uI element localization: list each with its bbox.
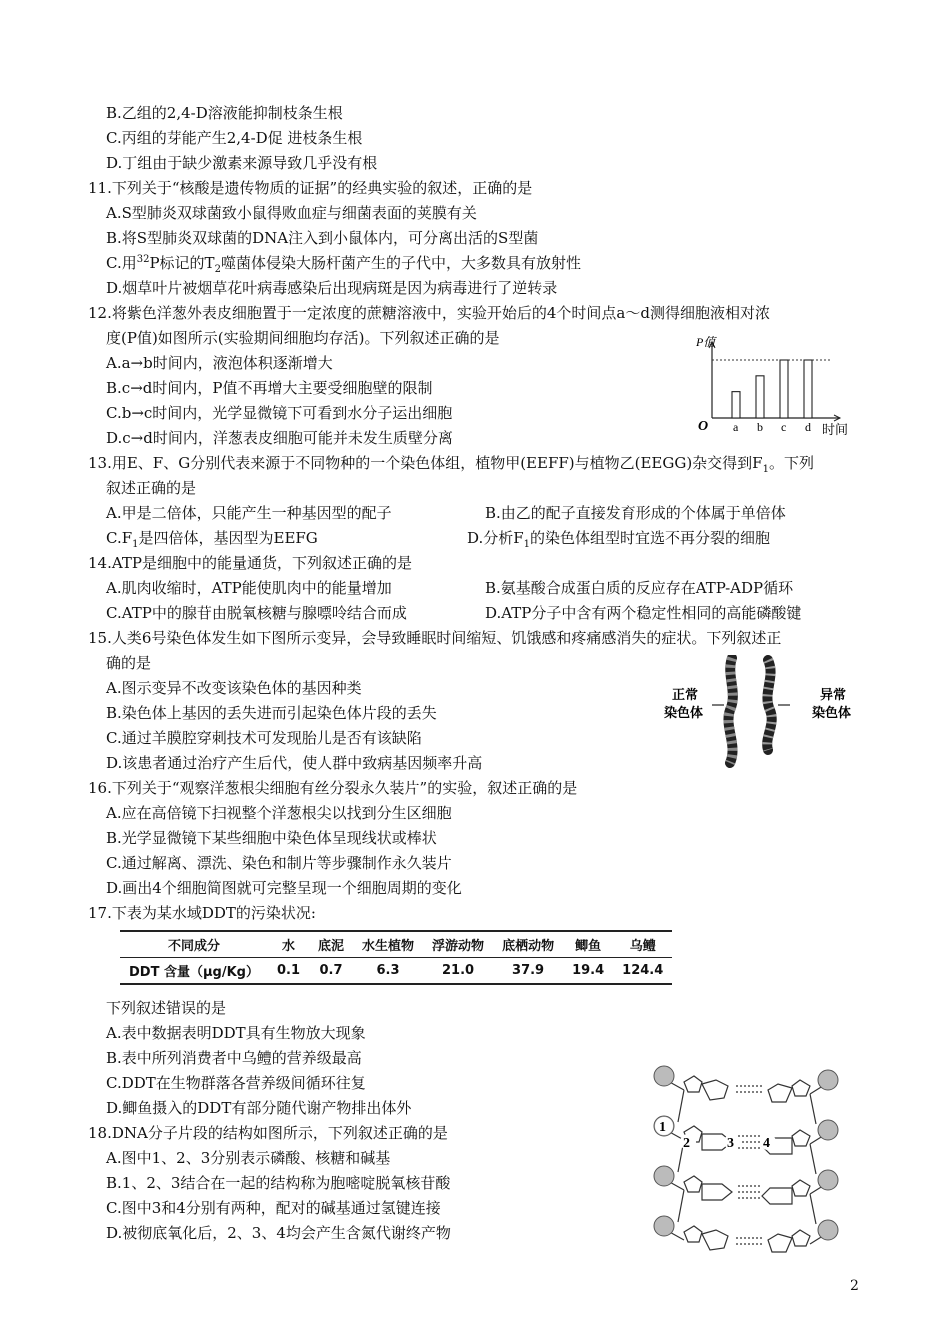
- q16-stem: 16.下列关于“观察洋葱根尖细胞有丝分裂永久装片”的实验，叙述正确的是: [88, 779, 578, 797]
- q13-option-d: D.分析$F_1$的染色体组型时宜选不再分裂的细胞: [467, 529, 771, 550]
- dna-label-2: 2: [683, 1136, 690, 1151]
- table-cell: 37.9: [493, 958, 563, 985]
- chart-origin-label: O: [698, 419, 709, 434]
- q17-sub-stem: 下列叙述错误的是: [106, 999, 227, 1017]
- table-cell: 6.3: [353, 958, 423, 985]
- q16-option-b: B.光学显微镜下某些细胞中染色体呈现线状或棒状: [106, 829, 437, 847]
- q18-stem: 18.DNA分子片段的结构如图所示，下列叙述正确的是: [88, 1124, 448, 1142]
- q18-option-c: C.图中3和4分别有两种，配对的碱基通过氢键连接: [106, 1199, 441, 1217]
- chart-category-label: d: [805, 420, 811, 434]
- q11-option-c: C.用$^{32}$P标记的$T_2$噬菌体侵染大肠杆菌产生的子代中，大多数具有放射性: [106, 254, 581, 275]
- q14-option-a: A.肌肉收缩时，ATP能使肌肉中的能量增加: [106, 579, 392, 597]
- table-cell: 0.1: [268, 958, 309, 985]
- p-value-bar-chart: [690, 330, 860, 442]
- q12-stem-line1: 12.将紫色洋葱外表皮细胞置于一定浓度的蔗糖溶液中，实验开始后的4个时间点a～d测得细胞液相对浓: [88, 304, 770, 322]
- q16-option-c: C.通过解离、漂洗、染色和制片等步骤制作永久装片: [106, 854, 452, 872]
- q11-option-b: B.将S型肺炎双球菌的DNA注入到小鼠体内，可分离出活的S型菌: [106, 229, 539, 247]
- normal-chromosome-label-2: 染色体: [664, 706, 704, 721]
- table-header-cell: 底泥: [309, 931, 353, 958]
- chart-axes: [709, 342, 840, 421]
- q11-option-d: D.烟草叶片被烟草花叶病毒感染后出现病斑是因为病毒进行了逆转录: [106, 279, 558, 297]
- chart-bar: [780, 360, 788, 418]
- q13-option-a: A.甲是二倍体，只能产生一种基因型的配子: [106, 504, 392, 522]
- chart-bar: [756, 376, 764, 418]
- chart-x-axis-label: 时间: [822, 423, 849, 438]
- ddt-table-header: [120, 931, 672, 958]
- table-header-cell: 水生植物: [353, 931, 423, 958]
- ddt-table: [120, 930, 672, 985]
- q13-option-c: $C.F_1$是四倍体，基因型为EEFG: [106, 529, 318, 550]
- chart-category-label: b: [757, 420, 763, 434]
- q18-option-a: A.图中1、2、3分别表示磷酸、核糖和碱基: [106, 1149, 391, 1167]
- q15-option-a: A.图示变异不改变该染色体的基因种类: [106, 679, 362, 697]
- dna-structure-figure: [648, 1062, 848, 1262]
- q13-option-b: B.由乙的配子直接发育形成的个体属于单倍体: [485, 504, 786, 522]
- q15-option-c: C.通过羊膜腔穿刺技术可发现胎儿是否有该缺陷: [106, 729, 422, 747]
- q17-option-c: C.DDT在生物群落各营养级间循环往复: [106, 1074, 366, 1092]
- table-cell: 21.0: [423, 958, 493, 985]
- table-cell: 124.4: [613, 958, 672, 985]
- table-header-cell: 不同成分: [120, 931, 268, 958]
- q14-option-b: B.氨基酸合成蛋白质的反应存在ATP-ADP循环: [485, 579, 794, 597]
- q12-option-a: A.a→b时间内，液泡体积逐渐增大: [106, 354, 333, 372]
- chart-category-label: a: [733, 420, 739, 434]
- table-header-cell: 浮游动物: [423, 931, 493, 958]
- chart-y-axis-label: P值: [696, 335, 716, 349]
- q10-option-c: C.丙组的芽能产生2,4-D促 进枝条生根: [106, 129, 363, 147]
- q14-option-d: D.ATP分子中含有两个稳定性相同的高能磷酸键: [485, 604, 802, 622]
- chart-bar: [732, 392, 740, 418]
- q15-stem-line1: 15.人类6号染色体发生如下图所示变异，会导致睡眠时间缩短、饥饿感和疼痛感消失的症状。下列叙述正: [88, 629, 782, 647]
- q11-stem: 11.下列关于“核酸是遗传物质的证据”的经典实验的叙述，正确的是: [88, 179, 533, 197]
- dna-label-3: 3: [727, 1136, 734, 1151]
- table-cell: 19.4: [563, 958, 613, 985]
- chart-category-label: c: [781, 420, 787, 434]
- table-cell: 0.7: [309, 958, 353, 985]
- table-header-cell: 鲫鱼: [563, 931, 613, 958]
- q16-option-a: A.应在高倍镜下扫视整个洋葱根尖以找到分生区细胞: [106, 804, 452, 822]
- table-header-cell: 水: [268, 931, 309, 958]
- q16-option-d: D.画出4个细胞简图就可完整呈现一个细胞周期的变化: [106, 879, 462, 897]
- table-cell: DDT 含量（μg/Kg）: [120, 958, 268, 985]
- q18-option-d: D.被彻底氧化后，2、3、4均会产生含氮代谢终产物: [106, 1224, 451, 1242]
- abnormal-chromosome-label-1: 异常: [820, 688, 847, 703]
- q15-stem-line2: 确的是: [106, 654, 152, 672]
- chart-bars: [732, 360, 812, 434]
- q17-stem: 17.下表为某水域DDT的污染状况:: [88, 904, 316, 922]
- normal-chromosome: [728, 658, 732, 763]
- q12-stem-line2: 度(P值)如图所示(实验期间细胞均存活)。下列叙述正确的是: [106, 329, 500, 347]
- q12-option-d: D.c→d时间内，洋葱表皮细胞可能并未发生质壁分离: [106, 429, 453, 447]
- q14-option-c: C.ATP中的腺苷由脱氧核糖与腺嘌呤结合而成: [106, 604, 407, 622]
- q15-option-d: D.该患者通过治疗产生后代，使人群中致病基因频率升高: [106, 754, 483, 772]
- dna-label-4: 4: [763, 1136, 770, 1151]
- table-row: [120, 958, 672, 985]
- q13-stem-line2: 叙述正确的是: [106, 479, 197, 497]
- table-header-cell: 乌鳢: [613, 931, 672, 958]
- q13-stem-line1: 13.用E、F、G分别代表来源于不同物种的一个染色体组，植物甲(EEFF)与植物乙(EEGG)杂交得到$F_1$。下列: [88, 454, 814, 475]
- page-number: 2: [850, 1278, 859, 1294]
- abnormal-chromosome-label-2: 染色体: [812, 706, 852, 721]
- chromosome-figure: [660, 655, 880, 770]
- q10-option-d: D.丁组由于缺少激素来源导致几乎没有根: [106, 154, 378, 172]
- q17-option-d: D.鲫鱼摄入的DDT有部分随代谢产物排出体外: [106, 1099, 412, 1117]
- abnormal-chromosome: [767, 660, 772, 750]
- q12-option-c: C.b→c时间内，光学显微镜下可看到水分子运出细胞: [106, 404, 453, 422]
- q12-option-b: B.c→d时间内，P值不再增大主要受细胞壁的限制: [106, 379, 433, 397]
- q14-stem: 14.ATP是细胞中的能量通货，下列叙述正确的是: [88, 554, 412, 572]
- table-header-cell: 底栖动物: [493, 931, 563, 958]
- q15-option-b: B.染色体上基因的丢失进而引起染色体片段的丢失: [106, 704, 437, 722]
- normal-chromosome-label-1: 正常: [672, 688, 699, 703]
- q11-option-a: A.S型肺炎双球菌致小鼠得败血症与细菌表面的荚膜有关: [106, 204, 477, 222]
- q17-option-b: B.表中所列消费者中乌鳢的营养级最高: [106, 1049, 362, 1067]
- dna-label-1: 1: [659, 1120, 666, 1135]
- q18-option-b: B.1、2、3结合在一起的结构称为胞嘧啶脱氧核苷酸: [106, 1174, 451, 1192]
- chart-bar: [804, 360, 812, 418]
- q10-option-b: B.乙组的2,4-D溶液能抑制枝条生根: [106, 104, 343, 122]
- q17-option-a: A.表中数据表明DDT具有生物放大现象: [106, 1024, 366, 1042]
